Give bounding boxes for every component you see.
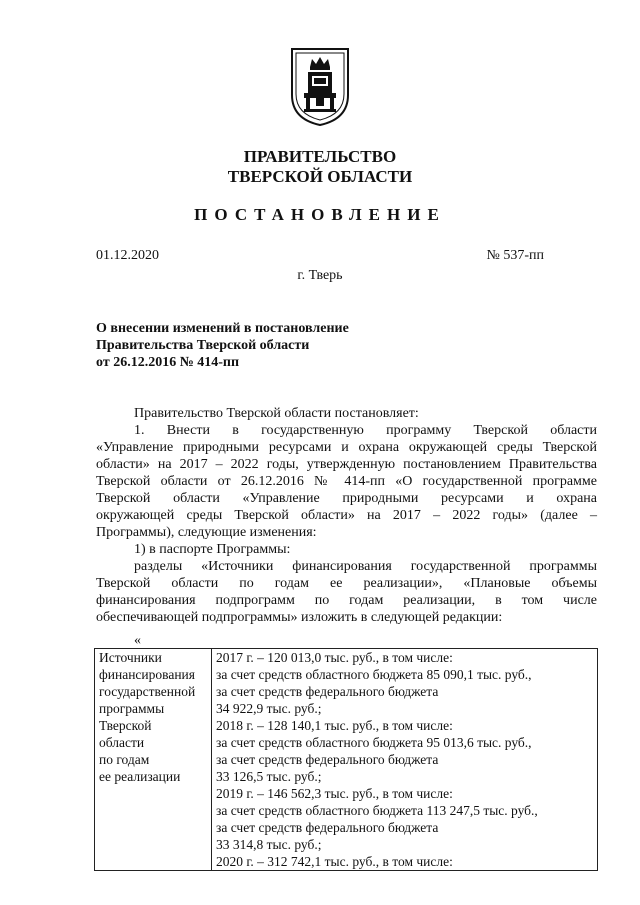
document-subject [96,320,416,371]
document-number: № 537-пп [486,248,544,263]
sections-line: обеспечивающей подпрограммы» изложить в следующей редакции: [96,610,503,625]
table-cell-heading [95,649,212,871]
item1-line: окружающей среды Тверской области» на 2017 – 2022 годы» (далее – [96,508,597,523]
sections-line: разделы «Источники финансирования государственной программы [134,559,597,574]
item1-line: Тверской области от 26.12.2016 № 414-пп «О государственной программе [96,474,597,489]
table-value-line: за счет средств областного бюджета 95 013,6 тыс. руб., [216,735,532,750]
coat-of-arms-emblem [290,47,350,127]
table-value-line: 2018 г. – 128 140,1 тыс. руб., в том числе: [216,718,453,733]
table-heading-line: по годам [99,752,150,767]
table-value-line: 2020 г. – 312 742,1 тыс. руб., в том числе: [216,854,453,869]
intro-paragraph: Правительство Тверской области постановляет: [134,406,419,421]
document-city: г. Тверь [297,268,343,283]
table-value-line: за счет средств федерального бюджета [216,820,439,835]
item1-line: Программы), следующие изменения: [96,525,317,540]
subject-line: Правительства Тверской области [96,338,310,353]
table-heading-line: области [99,735,145,750]
table-heading-line: финансирования [99,667,195,682]
table-value-line: 33 126,5 тыс. руб.; [216,769,322,784]
item1-line: «Управление природными ресурсами и охрана окружающей среды Тверской [96,440,597,455]
table-heading-line: Источники [99,650,162,665]
subitem1-paragraph: 1) в паспорте Программы: [134,542,291,557]
government-title-line1: ПРАВИТЕЛЬСТВО [243,147,397,166]
table-value-line: за счет средств федерального бюджета [216,684,439,699]
opening-quote-mark: « [134,633,141,648]
table-value-line: 2017 г. – 120 013,0 тыс. руб., в том числе: [216,650,453,665]
table-value-line: за счет средств федерального бюджета [216,752,439,767]
document-body [96,405,597,626]
table-value-line: за счет средств областного бюджета 85 090,1 тыс. руб., [216,667,532,682]
table-heading-line: Тверской [99,718,152,733]
table-value-line: за счет средств областного бюджета 113 247,5 тыс. руб., [216,803,538,818]
government-title-line2: ТВЕРСКОЙ ОБЛАСТИ [227,167,413,186]
item1-line: 1. Внести в государственную программу Тверской области [134,423,597,438]
sections-line: финансирования подпрограмм по годам реализации, в том числе [96,593,597,608]
table-value-line: 33 314,8 тыс. руб.; [216,837,322,852]
item1-line: Тверской области «Управление природными ресурсами и охрана [96,491,597,506]
table-heading-line: государственной [99,684,196,699]
table-heading-line: ее реализации [99,769,181,784]
table-cell-values [212,649,598,871]
financing-table [94,648,598,871]
table-value-line: 2019 г. – 146 562,3 тыс. руб., в том числе: [216,786,453,801]
sections-line: Тверской области по годам ее реализации», «Плановые объемы [96,576,597,591]
document-type-title: ПОСТАНОВЛЕНИЕ [194,205,446,224]
table-value-line: 34 922,9 тыс. руб.; [216,701,322,716]
table-row [95,649,598,871]
table-heading-line: программы [99,701,165,716]
document-date: 01.12.2020 [96,248,159,263]
subject-line: от 26.12.2016 № 414-пп [96,355,240,370]
subject-line: О внесении изменений в постановление [96,321,349,336]
item1-line: области» на 2017 – 2022 годы, утвержденную постановлением Правительства [96,457,597,472]
